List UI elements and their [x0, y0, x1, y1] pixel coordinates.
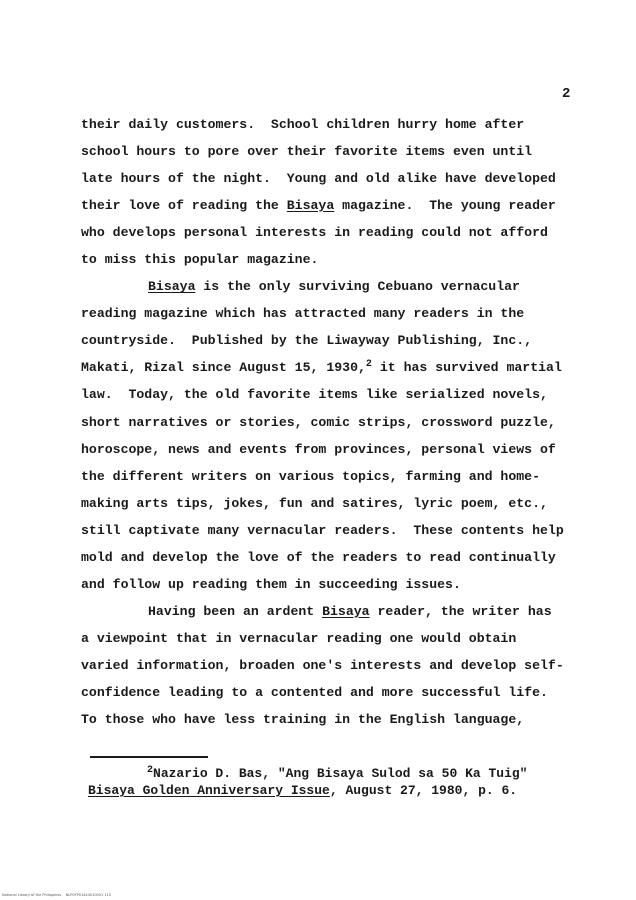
text-segment: confidence leading to a contented and more successful life. [81, 684, 548, 700]
footnote-source-details: , August 27, 1980, p. 6. [329, 783, 518, 798]
footnote-rule [90, 756, 208, 758]
text-segment: to miss this popular magazine. [81, 252, 319, 268]
text-segment: their daily customers. School children hurry home after [81, 117, 525, 132]
text-line [81, 219, 581, 246]
text-line [81, 273, 581, 300]
text-line [81, 327, 581, 354]
text-line [81, 544, 581, 571]
text-line [81, 490, 581, 517]
text-segment: To those who have less training in the English language, [81, 712, 525, 728]
text-line [81, 517, 581, 544]
text-segment: mold and develop the love of the readers to read continually [81, 549, 556, 565]
text-segment: Makati, Rizal since August 15, 1930, [81, 360, 366, 376]
text-segment: it has survived martial [371, 360, 562, 376]
text-line [81, 625, 581, 652]
text-line [81, 111, 581, 138]
footnote [88, 765, 608, 799]
text-line [81, 652, 581, 679]
text-line [81, 463, 581, 490]
underlined-title: Bisaya [322, 603, 370, 619]
text-segment: school hours to pore over their favorite items even until [81, 144, 533, 160]
text-segment: the different writers on various topics, farming and home- [81, 468, 540, 484]
text-segment: magazine. The young reader [334, 198, 556, 214]
text-segment: varied information, broaden one's interests and develop self- [81, 657, 564, 673]
text-segment: still captivate many vernacular readers. These contents help [81, 522, 564, 538]
text-line [81, 598, 581, 625]
text-segment: a viewpoint that in vernacular reading one would obtain [81, 630, 517, 646]
text-line [81, 246, 581, 273]
text-line [81, 436, 581, 463]
footnote-reference: 2 [365, 359, 372, 371]
underlined-title: Bisaya [148, 279, 196, 295]
text-segment: short narratives or stories, comic strips, crossword puzzle, [81, 414, 556, 430]
text-segment: who develops personal interests in reading could not afford [81, 225, 548, 241]
text-segment: reading magazine which has attracted many readers in the [81, 306, 525, 322]
text-segment: Having been an ardent [148, 603, 323, 619]
text-segment: countryside. Published by the Liwayway Publishing, Inc., [81, 333, 533, 349]
text-segment: reader, the writer has [369, 603, 552, 619]
page-number: 2 [562, 86, 571, 102]
text-segment: making arts tips, jokes, fun and satires, lyric poem, etc., [81, 495, 548, 511]
text-segment: law. Today, the old favorite items like serialized novels, [81, 387, 548, 403]
footnote-marker: 2 [147, 765, 154, 776]
text-segment: is the only surviving Cebuano vernacular [195, 279, 520, 295]
footnote-source-title: Bisaya Golden Anniversary Issue [88, 783, 330, 798]
footnote-line-2 [88, 782, 608, 799]
text-line [81, 679, 581, 706]
body-text [81, 111, 581, 733]
text-line [81, 192, 581, 219]
footnote-line-1 [88, 765, 608, 782]
text-line [81, 706, 581, 733]
text-segment: late hours of the night. Young and old alike have developed [81, 171, 556, 187]
archive-footer: National Library of the Philippines NLP0FP01444010001 115 [2, 893, 112, 897]
footnote-citation: Nazario D. Bas, "Ang Bisaya Sulod sa 50 Ka Tuig" [153, 766, 528, 781]
text-line [81, 300, 581, 327]
text-line [81, 409, 581, 436]
underlined-title: Bisaya [286, 198, 335, 214]
text-line [81, 354, 581, 381]
text-line [81, 165, 581, 192]
text-segment: and follow up reading them in succeeding issues. [81, 576, 461, 592]
text-segment: horoscope, news and events from provinces, personal views of [81, 441, 556, 457]
text-line [81, 571, 581, 598]
text-line [81, 138, 581, 165]
text-line [81, 381, 581, 408]
text-segment: their love of reading the [81, 198, 287, 214]
